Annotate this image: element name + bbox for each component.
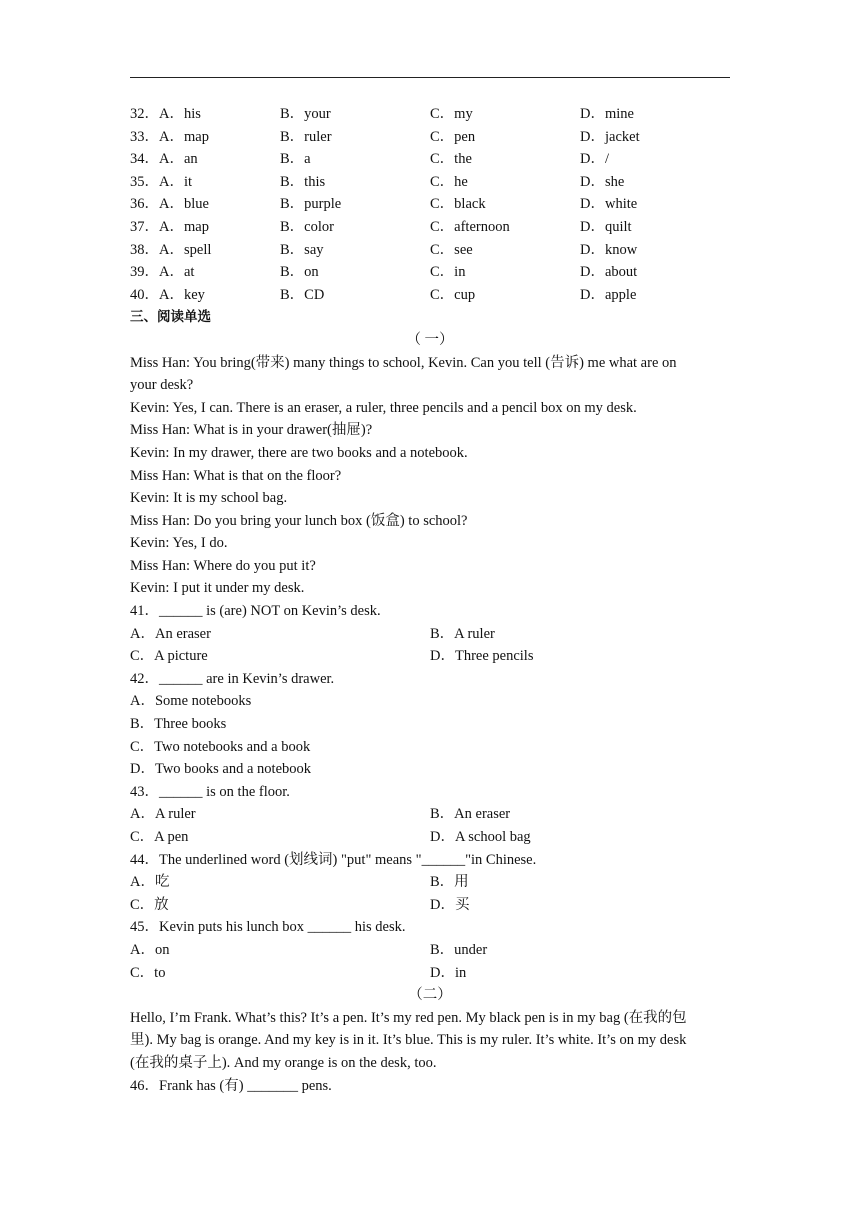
option-a: 34．A．an: [130, 151, 198, 168]
option-b: B．under: [430, 941, 488, 958]
option-c: C．he: [430, 173, 468, 190]
option-b: B．A ruler: [430, 625, 495, 642]
option-c: C．A picture: [130, 648, 208, 665]
question-stem: 41．______ is (are) NOT on Kevin’s desk.: [130, 603, 381, 620]
option-row: [130, 939, 730, 962]
option-a: A．An eraser: [130, 625, 211, 642]
choice-row: [130, 148, 730, 171]
question-stem: 44．The underlined word (划线词) "put" means "______"in Chinese.: [130, 851, 537, 868]
choice-row: [130, 103, 730, 126]
option-a: 39．A．at: [130, 264, 195, 281]
option-d: D．in: [430, 964, 467, 981]
option-d: D．Two books and a notebook: [130, 761, 312, 778]
section-title: 三、阅读单选: [130, 309, 211, 326]
passage-line: Miss Han: What is that on the floor?: [130, 467, 342, 484]
option-c: C．afternoon: [430, 218, 510, 235]
option-c: C．放: [130, 896, 169, 913]
option-b: B．CD: [280, 286, 325, 303]
option-d: D．about: [580, 264, 638, 281]
exam-page: [130, 103, 730, 1097]
option-a: A．on: [130, 941, 170, 958]
choice-row: [130, 126, 730, 149]
option-b: B．用: [430, 874, 469, 891]
option-d: D．white: [580, 196, 638, 213]
passage-line: Kevin: In my drawer, there are two books and a notebook.: [130, 444, 468, 461]
option-c: C．to: [130, 964, 166, 981]
header-rule: [130, 77, 730, 78]
option-c: C．Two notebooks and a book: [130, 738, 311, 755]
option-b: B．color: [280, 218, 334, 235]
option-a: A．Some notebooks: [130, 693, 252, 710]
option-row: [130, 803, 730, 826]
passage-line: Kevin: It is my school bag.: [130, 490, 288, 507]
option-b: B．say: [280, 241, 324, 258]
option-row: [130, 962, 730, 985]
option-b: B．An eraser: [430, 806, 511, 823]
option-a: 35．A．it: [130, 173, 193, 190]
passage-line: Kevin: Yes, I do.: [130, 535, 228, 552]
option-c: C．pen: [430, 128, 476, 145]
option-row: [130, 645, 730, 668]
option-c: C．in: [430, 264, 466, 281]
option-b: B．this: [280, 173, 326, 190]
option-d: D．quilt: [580, 218, 632, 235]
option-c: C．the: [430, 151, 472, 168]
option-b: B．on: [280, 264, 319, 281]
passage-line: Kevin: Yes, I can. There is an eraser, a ruler, three pencils and a pencil box on my desk.: [130, 399, 637, 416]
choice-row: [130, 284, 730, 307]
option-d: D．apple: [580, 286, 637, 303]
option-d: D．买: [430, 896, 470, 913]
option-b: B．ruler: [280, 128, 332, 145]
passage-one: [130, 352, 730, 601]
option-c: C．my: [430, 106, 473, 122]
option-a: 36．A．blue: [130, 196, 209, 213]
option-d: D．mine: [580, 106, 634, 122]
passage-two: [130, 1007, 730, 1075]
option-a: A．A ruler: [130, 806, 196, 823]
passage-line: Miss Han: Do you bring your lunch box (饭盒) to school?: [130, 512, 468, 529]
option-row: [130, 894, 730, 917]
option-a: 38．A．spell: [130, 241, 212, 258]
option-c: C．black: [430, 196, 486, 213]
option-d: D．jacket: [580, 128, 640, 145]
option-d: D．know: [580, 241, 638, 258]
question-stem: 45．Kevin puts his lunch box ______ his desk.: [130, 919, 406, 936]
passage-line: Miss Han: What is in your drawer(抽屉)?: [130, 422, 373, 439]
option-d: D．she: [580, 173, 625, 190]
passage-line: (在我的桌子上). And my orange is on the desk, too.: [130, 1054, 437, 1071]
option-d: D．/: [580, 151, 610, 168]
passage-line: Miss Han: You bring(带来) many things to school, Kevin. Can you tell (告诉) me what are on: [130, 354, 677, 371]
option-b: B．a: [280, 151, 311, 168]
passage-line: Hello, I’m Frank. What’s this? It’s a pen. It’s my red pen. My black pen is in my bag (在我的包: [130, 1009, 687, 1026]
option-row: [130, 871, 730, 894]
option-row: [130, 623, 730, 646]
passage-line: 里). My bag is orange. And my key is in it. It’s blue. This is my ruler. It’s white. It’s on my desk: [130, 1032, 687, 1049]
passage-line: Miss Han: Where do you put it?: [130, 557, 316, 574]
question-stem: 46．Frank has (有) _______ pens.: [130, 1077, 332, 1094]
option-a: 37．A．map: [130, 218, 209, 235]
option-a: 33．A．map: [130, 128, 209, 145]
option-d: D．A school bag: [430, 829, 531, 845]
option-b: B．purple: [280, 196, 342, 213]
option-b: B．your: [280, 106, 331, 122]
choice-row: [130, 193, 730, 216]
passage-marker: （二）: [408, 987, 452, 1004]
option-c: C．cup: [430, 286, 476, 303]
option-a: 40．A．key: [130, 286, 205, 303]
word-choice-list: [130, 103, 730, 306]
option-row: [130, 826, 730, 849]
option-c: C．A pen: [130, 829, 189, 845]
option-d: D．Three pencils: [430, 648, 534, 665]
option-c: C．see: [430, 241, 473, 258]
option-a: A．吃: [130, 874, 170, 891]
question-stem: 42．______ are in Kevin’s drawer.: [130, 670, 335, 687]
choice-row: [130, 216, 730, 239]
option-a: 32．A．his: [130, 106, 201, 122]
choice-row: [130, 239, 730, 262]
option-b: B．Three books: [130, 716, 227, 733]
question-stem: 43．______ is on the floor.: [130, 783, 290, 800]
passage-line: Kevin: I put it under my desk.: [130, 580, 305, 597]
passage-marker: （ 一）: [406, 331, 454, 348]
passage-line: your desk?: [130, 377, 194, 394]
choice-row: [130, 261, 730, 284]
choice-row: [130, 171, 730, 194]
